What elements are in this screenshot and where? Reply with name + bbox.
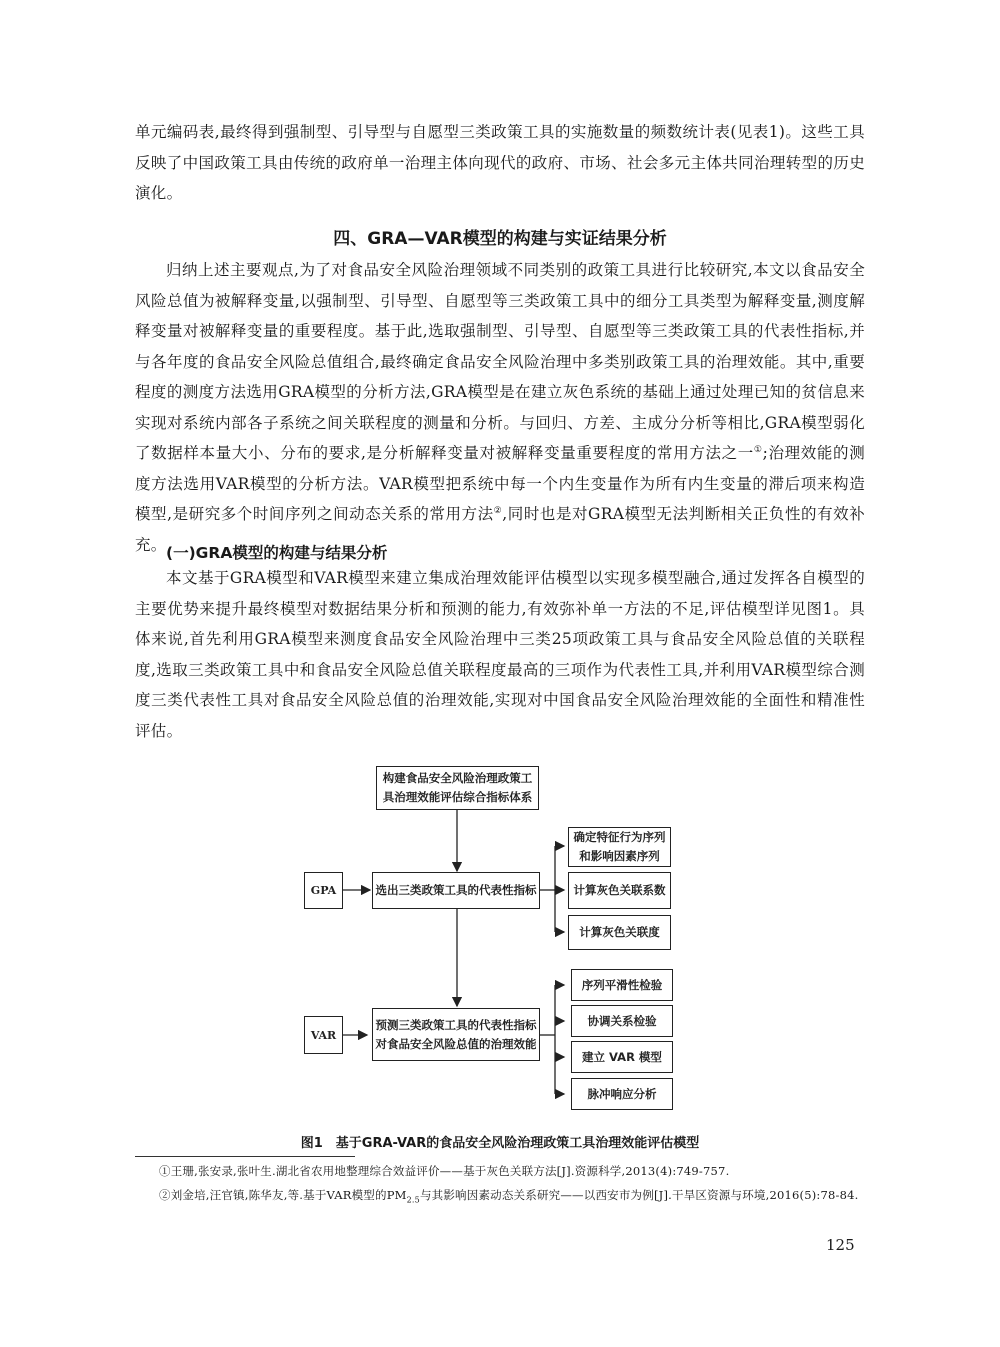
- indicator-system-line-1: 构建食品安全风险治理政策工: [382, 771, 533, 785]
- indicator-system-line-2: 具治理效能评估综合指标体系: [382, 790, 533, 804]
- gra-step-1-line-1: 确定特征行为序列: [573, 830, 666, 844]
- predict-efficacy-line-2: 对食品安全风险总值的治理效能: [375, 1036, 537, 1051]
- footnote-2-text-b: 与其影响因素动态关系研究——以西安市为例[J].干旱区资源与环境,2016(5):78-84.: [419, 1188, 859, 1202]
- footnote-2-subscript: 2.5: [406, 1195, 420, 1205]
- gra-step-box: 计算灰色关联度: [568, 915, 671, 950]
- predict-efficacy-box: [372, 1008, 540, 1061]
- intro-paragraph: 单元编码表,最终得到强制型、引导型与自愿型三类政策工具的实施数量的频数统计表(见表1)。这些工具反映了中国政策工具由传统的政府单一治理主体向现代的政府、市场、社会多元主体共同治理转型的历史演化。: [135, 123, 865, 202]
- indicator-system-box: [376, 766, 539, 810]
- footnote-1: ①王珊,张安录,张叶生.湖北省农用地整理综合效益评价——基于灰色关联方法[J].资源科学,2013(4):749-757.: [159, 1164, 730, 1178]
- gra-step-1-line-2: 和影响因素序列: [579, 849, 660, 863]
- section-title: 四、GRA—VAR模型的构建与实证结果分析: [333, 229, 667, 249]
- var-step-box: 建立 VAR 模型: [571, 1041, 673, 1073]
- var-step-box: 脉冲响应分析: [571, 1078, 673, 1110]
- body-paragraph-1: [135, 255, 865, 560]
- subsection-title: (一)GRA模型的构建与结果分析: [166, 544, 388, 562]
- footnote-ref-1[interactable]: ①: [753, 444, 763, 455]
- gra-step-box: 计算灰色关联系数: [568, 872, 671, 909]
- footnote-2: [135, 1184, 865, 1211]
- page-number: 125: [826, 1236, 855, 1254]
- var-step-box: 协调关系检验: [571, 1005, 673, 1037]
- gpa-label-box: GPA: [304, 872, 343, 909]
- figure-caption: 图1 基于GRA-VAR的食品安全风险治理政策工具治理效能评估模型: [300, 1136, 700, 1151]
- var-label-box: VAR: [304, 1016, 343, 1054]
- para1-text-a: 归纳上述主要观点,为了对食品安全风险治理领域不同类别的政策工具进行比较研究,本文以食品安全风险总值为被解释变量,以强制型、引导型、自愿型等三类政策工具中的细分工具类型为解释变量,测度解释变量对被解释变量的重要程度。基于此,选取强制型、引导型、自愿型等三类政策工具的代表性指标,并与各年度的食品安全风险总值组合,最终确定食品安全风险治理中多类别政策工具的治理效能。其中,重要程度的测度方法选用GRA模型的分析方法,GRA模型是在建立灰色系统的基础上通过处理已知的贫信息来实现对系统内部各子系统之间关联程度的测量和分析。与回归、方差、主成分分析等相比,GRA模型弱化了数据样本量大小、分布的要求,是分析解释变量对被解释变量重要程度的常用方法之一: [135, 261, 865, 462]
- footnote-2-text-a: ②刘金培,汪官镇,陈华友,等.基于VAR模型的PM: [159, 1188, 407, 1202]
- gra-step-box: [568, 827, 671, 867]
- footnote-divider: [135, 1156, 355, 1157]
- select-indicators-box: 选出三类政策工具的代表性指标: [372, 872, 540, 909]
- predict-efficacy-line-1: 预测三类政策工具的代表性指标: [375, 1017, 537, 1032]
- body-paragraph-2: 本文基于GRA模型和VAR模型来建立集成治理效能评估模型以实现多模型融合,通过发挥各自模型的主要优势来提升最终模型对数据结果分析和预测的能力,有效弥补单一方法的不足,评估模型详见图1。具体来说,首先利用GRA模型来测度食品安全风险治理中三类25项政策工具与食品安全风险总值的关联程度,选取三类政策工具中和食品安全风险总值关联程度最高的三项作为代表性工具,并利用VAR模型综合测度三类代表性工具对食品安全风险总值的治理效能,实现对中国食品安全风险治理效能的全面性和精准性评估。: [135, 569, 865, 740]
- footnote-ref-2[interactable]: ②: [493, 505, 503, 516]
- para1-text-c: ,同时也是对GRA模型无法判断相关正负性的有效补充。: [135, 505, 865, 554]
- para1-text-b: ;治理效能的测度方法选用VAR模型的分析方法。VAR模型把系统中每一个内生变量作为所有内生变量的滞后项来构造模型,是研究多个时间序列之间动态关系的常用方法: [135, 444, 865, 523]
- var-step-box: 序列平滑性检验: [571, 969, 673, 1001]
